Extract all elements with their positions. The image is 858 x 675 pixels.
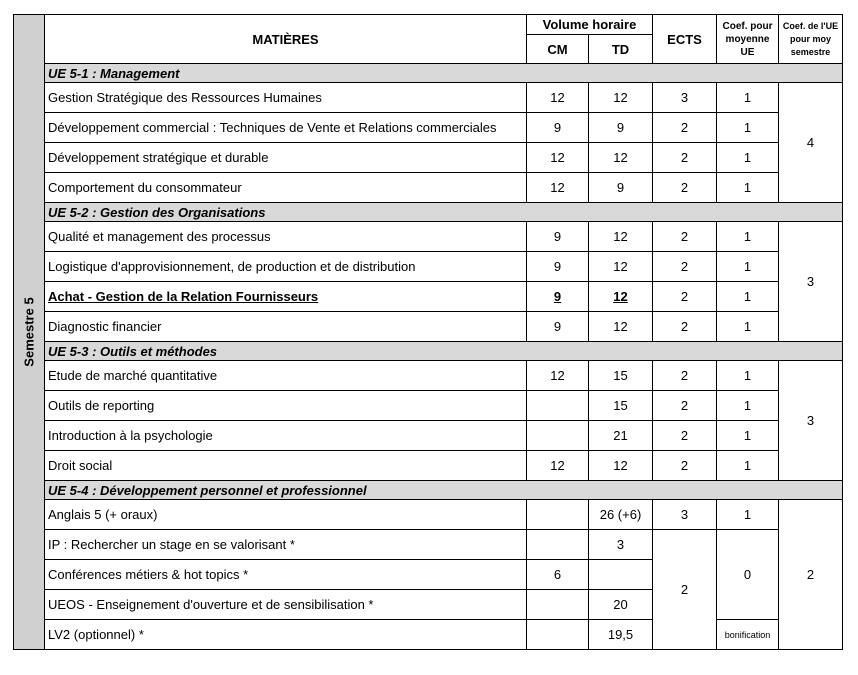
ects-cell: 2: [653, 252, 717, 282]
coef-cell: 1: [717, 143, 779, 173]
cm-cell: 12: [527, 83, 589, 113]
td-cell: 12: [589, 282, 653, 312]
td-cell: 9: [589, 173, 653, 203]
td-cell: [589, 560, 653, 590]
ects-cell: 2: [653, 391, 717, 421]
td-cell: 12: [589, 143, 653, 173]
ue-title: UE 5-2 : Gestion des Organisations: [45, 203, 843, 222]
coef-cell: 1: [717, 173, 779, 203]
ects-cell: 2: [653, 113, 717, 143]
curriculum-table: [13, 14, 843, 650]
td-cell: 12: [589, 252, 653, 282]
subject-name: Droit social: [45, 451, 527, 481]
td-cell: 21: [589, 421, 653, 451]
td-cell: 19,5: [589, 620, 653, 650]
coef-cell: 1: [717, 83, 779, 113]
coef-cell: 1: [717, 361, 779, 391]
subject-name: Qualité et management des processus: [45, 222, 527, 252]
coef-merged-cell: 0: [717, 530, 779, 620]
cm-cell: [527, 530, 589, 560]
cm-cell: [527, 500, 589, 530]
subject-name-highlighted: Achat - Gestion de la Relation Fournisseurs: [45, 282, 527, 312]
cm-cell: 12: [527, 143, 589, 173]
subject-name: Outils de reporting: [45, 391, 527, 421]
subject-name: Gestion Stratégique des Ressources Humaines: [45, 83, 527, 113]
subject-name: Conférences métiers & hot topics *: [45, 560, 527, 590]
semester-label: Semestre 5: [21, 297, 37, 367]
ue-title: UE 5-1 : Management: [45, 64, 843, 83]
ects-cell: 2: [653, 173, 717, 203]
coef-cell: 1: [717, 500, 779, 530]
td-cell: 9: [589, 113, 653, 143]
subject-name: Diagnostic financier: [45, 312, 527, 342]
td-cell: 12: [589, 222, 653, 252]
subject-name: Développement commercial : Techniques de Vente et Relations commerciales: [45, 113, 527, 143]
td-cell: 12: [589, 83, 653, 113]
td-cell: 12: [589, 451, 653, 481]
td-cell: 12: [589, 312, 653, 342]
ects-header: ECTS: [653, 15, 717, 64]
coef-cell: 1: [717, 113, 779, 143]
subject-name: UEOS - Enseignement d'ouverture et de sensibilisation *: [45, 590, 527, 620]
td-cell: 20: [589, 590, 653, 620]
coef-cell: 1: [717, 252, 779, 282]
semester-cell: [14, 15, 45, 650]
coef-semester-header: Coef. de l'UE pour moy semestre: [779, 15, 843, 64]
cm-cell: 9: [527, 113, 589, 143]
td-cell: 15: [589, 391, 653, 421]
ects-cell: 2: [653, 143, 717, 173]
ects-cell: 2: [653, 282, 717, 312]
cm-cell: 12: [527, 173, 589, 203]
volume-header: Volume horaire: [527, 15, 653, 35]
cm-cell: 9: [527, 312, 589, 342]
td-cell: 26 (+6): [589, 500, 653, 530]
ue-coef-semester: 3: [779, 222, 843, 342]
ects-cell: 2: [653, 222, 717, 252]
coef-ue-header: Coef. pour moyenne UE: [717, 15, 779, 64]
cm-cell: [527, 421, 589, 451]
ue-coef-semester: 2: [779, 500, 843, 650]
ects-cell: 2: [653, 451, 717, 481]
subject-name: IP : Rechercher un stage en se valorisant *: [45, 530, 527, 560]
coef-cell: 1: [717, 421, 779, 451]
subject-name: LV2 (optionnel) *: [45, 620, 527, 650]
subject-name: Introduction à la psychologie: [45, 421, 527, 451]
ects-cell: 2: [653, 361, 717, 391]
subject-name: Développement stratégique et durable: [45, 143, 527, 173]
coef-cell: 1: [717, 391, 779, 421]
cm-cell: [527, 391, 589, 421]
cm-cell: 9: [527, 222, 589, 252]
ects-cell: 2: [653, 421, 717, 451]
td-cell: 15: [589, 361, 653, 391]
cm-cell: 9: [527, 252, 589, 282]
cm-cell: 12: [527, 451, 589, 481]
subject-name: Anglais 5 (+ oraux): [45, 500, 527, 530]
ects-cell: 3: [653, 500, 717, 530]
cm-header: CM: [527, 35, 589, 64]
ects-cell: 2: [653, 312, 717, 342]
ue-title: UE 5-3 : Outils et méthodes: [45, 342, 843, 361]
cm-cell: 9: [527, 282, 589, 312]
bonification-cell: bonification: [717, 620, 779, 650]
curriculum-table-wrapper: [13, 14, 843, 650]
cm-cell: [527, 620, 589, 650]
cm-cell: 12: [527, 361, 589, 391]
subject-name: Etude de marché quantitative: [45, 361, 527, 391]
subjects-header: MATIÈRES: [45, 15, 527, 64]
subject-name: Logistique d'approvisionnement, de production et de distribution: [45, 252, 527, 282]
cm-cell: [527, 590, 589, 620]
ue-title: UE 5-4 : Développement personnel et professionnel: [45, 481, 843, 500]
td-header: TD: [589, 35, 653, 64]
ue-coef-semester: 4: [779, 83, 843, 203]
ects-cell: 3: [653, 83, 717, 113]
ue-coef-semester: 3: [779, 361, 843, 481]
coef-cell: 1: [717, 222, 779, 252]
coef-cell: 1: [717, 312, 779, 342]
cm-cell: 6: [527, 560, 589, 590]
coef-cell: 1: [717, 282, 779, 312]
subject-name: Comportement du consommateur: [45, 173, 527, 203]
coef-cell: 1: [717, 451, 779, 481]
ects-merged-cell: 2: [653, 530, 717, 650]
td-cell: 3: [589, 530, 653, 560]
